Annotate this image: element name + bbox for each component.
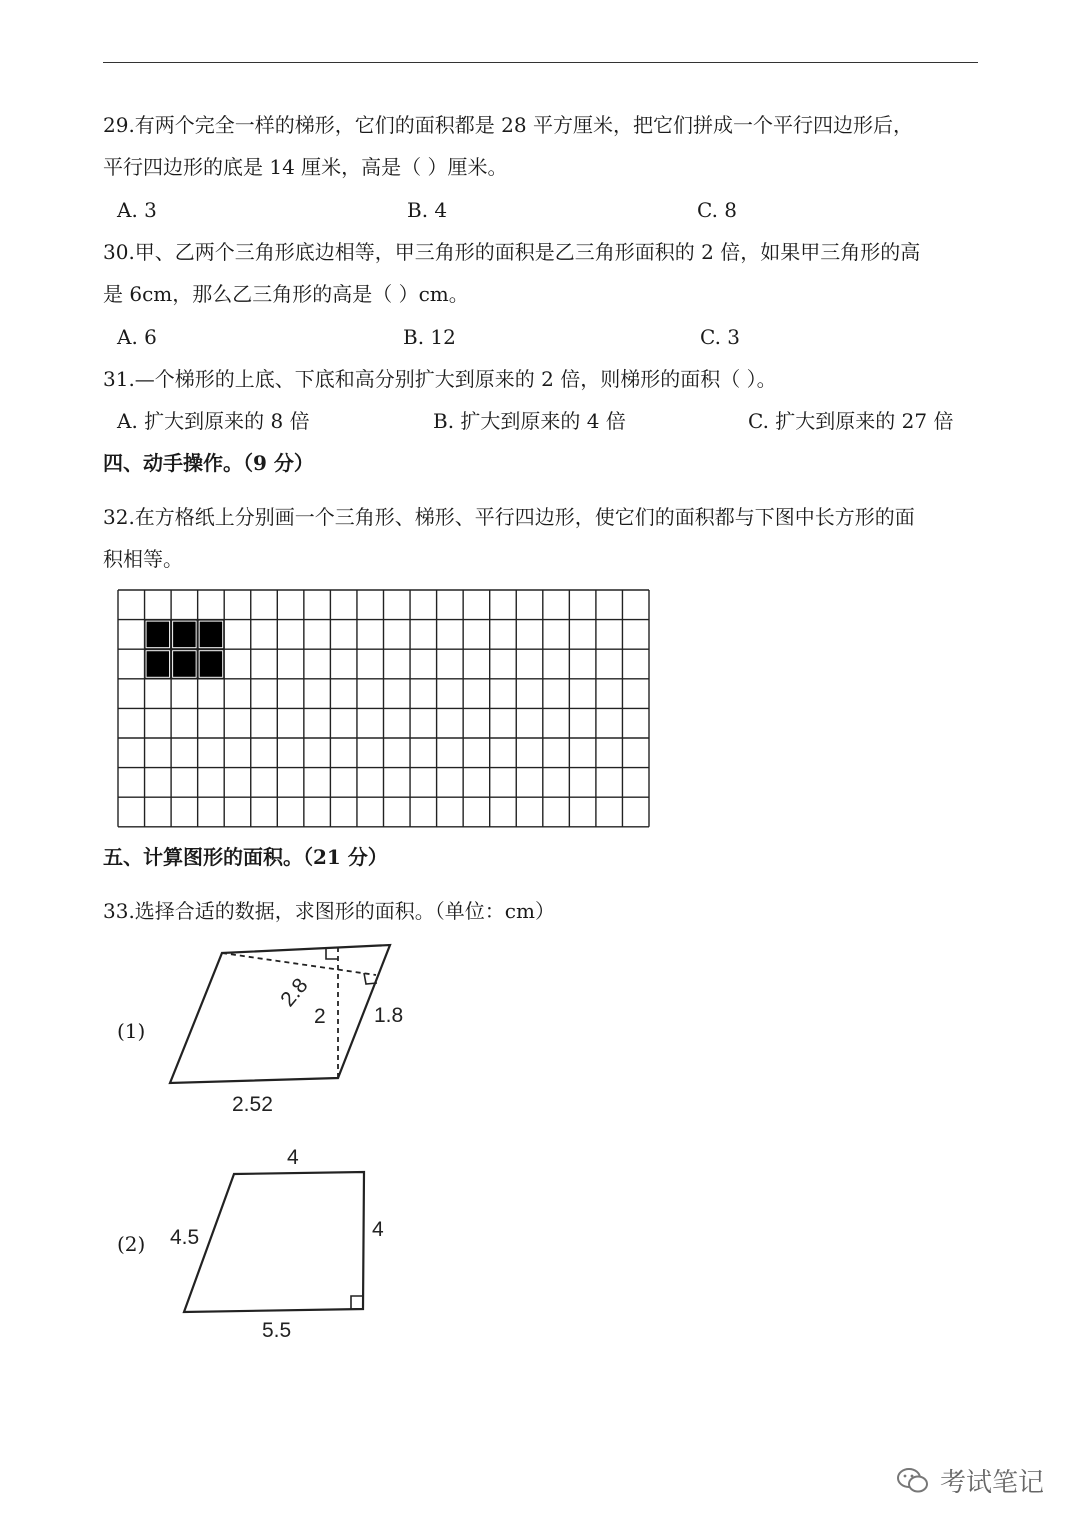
- q29-option-a: A. 3: [117, 198, 157, 222]
- section-4-heading: 四、动手操作。（9 分）: [103, 451, 314, 475]
- q33-line1: 33.选择合适的数据，求图形的面积。（单位：cm）: [103, 899, 555, 923]
- q32-line2: 积相等。: [103, 547, 183, 571]
- q30-line2: 是 6cm，那么乙三角形的高是（ ）cm。: [103, 282, 469, 306]
- q29-line1: 29.有两个完全一样的梯形，它们的面积都是 28 平方厘米，把它们拼成一个平行四边形后，: [103, 113, 913, 137]
- q31-option-a: A. 扩大到原来的 8 倍: [117, 409, 310, 433]
- q30-line1: 30.甲、乙两个三角形底边相等，甲三角形的面积是乙三角形面积的 2 倍，如果甲三角形的高: [103, 240, 921, 264]
- right-angle-mark: [351, 1296, 363, 1309]
- trapezoid-outline: [184, 1172, 364, 1312]
- q31-option-b: B. 扩大到原来的 4 倍: [433, 409, 626, 433]
- label-left: 4.5: [170, 1226, 200, 1249]
- q29-option-b: B. 4: [407, 198, 448, 222]
- q30-option-a: A. 6: [117, 325, 157, 349]
- q29-line2: 平行四边形的底是 14 厘米，高是（ ）厘米。: [103, 155, 508, 179]
- label-base: 2.52: [232, 1093, 273, 1116]
- q30-option-b: B. 12: [403, 325, 456, 349]
- wechat-icon: [896, 1466, 930, 1496]
- q31-option-c: C. 扩大到原来的 27 倍: [748, 409, 954, 433]
- q30-option-c: C. 3: [700, 325, 741, 349]
- label-side: 1.8: [374, 1004, 404, 1027]
- watermark-text: 考试笔记: [939, 1468, 1044, 1498]
- figure-1-label: (1): [117, 1019, 146, 1043]
- section-5-heading: 五、计算图形的面积。（21 分）: [103, 845, 388, 869]
- label-diag: 2.8: [276, 973, 313, 1012]
- label-right: 4: [372, 1218, 384, 1241]
- figure-2-label: (2): [117, 1232, 146, 1256]
- label-height: 2: [314, 1005, 326, 1028]
- watermark: [896, 1462, 1044, 1499]
- q29-option-c: C. 8: [697, 198, 738, 222]
- q31-line1: 31.—个梯形的上底、下底和高分别扩大到原来的 2 倍，则梯形的面积（ ）。: [103, 367, 777, 391]
- q32-line1: 32.在方格纸上分别画一个三角形、梯形、平行四边形，使它们的面积都与下图中长方形的面: [103, 505, 915, 529]
- label-top: 4: [287, 1146, 299, 1169]
- label-bottom: 5.5: [262, 1319, 292, 1342]
